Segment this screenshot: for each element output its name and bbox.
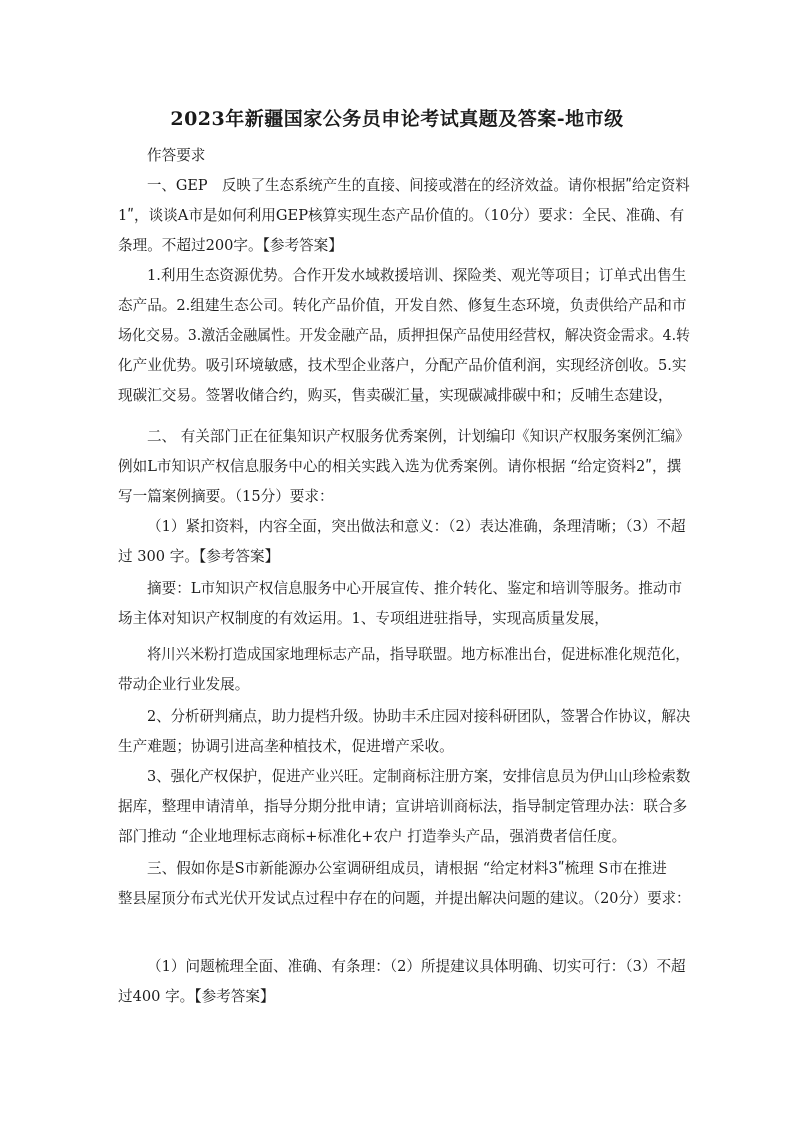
- text-line: 生产难题；协调引进高垄种植技术，促进增产采收。: [118, 738, 454, 755]
- text-line: （1）紧扣资料，内容全面，突出做法和意义：（2）表达准确，条理清晰；（3）不超: [147, 518, 686, 535]
- text-line: 现碳汇交易。签署收储合约，购买，售卖碳汇量，实现碳减排碳中和；反哺生态建设，: [118, 387, 673, 404]
- text-line: 带动企业行业发展。: [118, 676, 250, 693]
- text-line: 条理。不超过200字。【参考答案】: [118, 237, 343, 254]
- text-line: 一、GEP 反映了生态系统产生的直接、间接或潜在的经济效益。请你根据ʺ给定资料: [147, 177, 690, 194]
- text-line: 三、假如你是S市新能源办公室调研组成员，请根据 “给定材料3ʺ梳理 S市在推进: [147, 860, 667, 877]
- text-line: 过400 字。【参考答案】: [118, 988, 275, 1005]
- text-line: 场化交易。3.激活金融属性。开发金融产品，质押担保产品使用经营权，解决资金需求。4.转: [118, 327, 691, 344]
- text-line: 1ʺ，谈谈A市是如何利用GEP核算实现生态产品价值的。（10分）要求：全民、准确、有: [118, 207, 685, 224]
- text-line: 二、 有关部门正在征集知识产权服务优秀案例，计划编印《知识产权服务案例汇编》: [147, 428, 690, 445]
- text-line: 2、分析研判痛点，助力提档升级。协助丰禾庄园对接科研团队，签署合作协议，解决: [147, 708, 691, 725]
- text-line: 摘要：L市知识产权信息服务中心开展宣传、推介转化、鉴定和培训等服务。推动市: [147, 580, 683, 597]
- text-line: 整县屋顶分布式光伏开发试点过程中存在的问题，并提出解决问题的建议。（20分）要求：: [118, 890, 691, 907]
- text-line: 据库，整理申请清单，指导分期分批申请；宣讲培训商标法，指导制定管理办法：联合多: [118, 798, 688, 815]
- text-line: 部门推动 “企业地理标志商标+标准化+农户 打造拳头产品，强消费者信任度。: [118, 828, 627, 845]
- text-line: 作答要求: [147, 147, 206, 164]
- text-line: （1）问题梳理全面、准确、有条理：（2）所提建议具体明确、切实可行：（3）不超: [147, 958, 686, 975]
- text-line: 将川兴米粉打造成国家地理标志产品，指导联盟。地方标准出台，促进标准化规范化，: [147, 646, 690, 663]
- text-line: 1.利用生态资源优势。合作开发水域救援培训、探险类、观光等项目；订单式出售生: [147, 267, 687, 284]
- text-line: 态产品。2.组建生态公司。转化产品价值，开发自然、修复生态环境，负责供给产品和市: [118, 297, 687, 314]
- text-line: 写一篇案例摘要。（15分）要求：: [118, 488, 334, 505]
- text-line: 3、强化产权保护，促进产业兴旺。定制商标注册方案，安排信息员为伊山山珍检索数: [147, 768, 691, 785]
- text-line: 例如L市知识产权信息服务中心的相关实践入选为优秀案例。请你根据 “给定资料2ʺ，撰: [118, 458, 682, 475]
- text-line: 化产业优势。吸引环境敏感，技术型企业落户，分配产品价值利润，实现经济创收。5.实: [118, 357, 687, 374]
- text-line: 过 300 字。【参考答案】: [118, 548, 280, 565]
- document-title: 2023年新疆国家公务员申论考试真题及答案-地市级: [170, 108, 624, 130]
- text-line: 场主体对知识产权制度的有效运用。1、专项组进驻指导，实现高质量发展，: [118, 610, 609, 627]
